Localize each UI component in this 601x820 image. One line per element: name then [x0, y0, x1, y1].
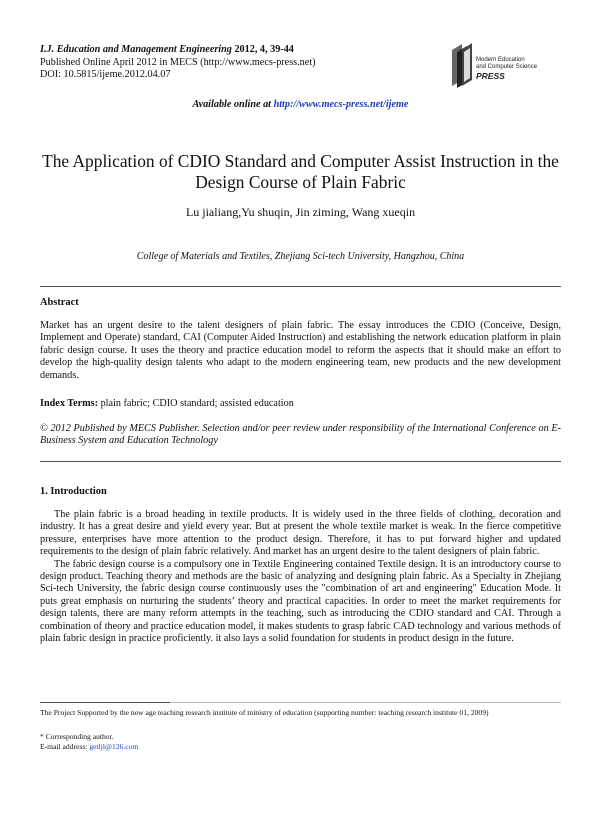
journal-url-link[interactable]: http://www.mecs-press.net/ijeme: [273, 99, 409, 110]
mecs-press-logo: [448, 40, 558, 92]
corresponding-author-note: * Corresponding author.: [40, 732, 114, 741]
logo-line3: PRESS: [476, 70, 505, 81]
published-line: Published Online April 2012 in MECS (http://www.mecs-press.net): [40, 56, 316, 68]
available-prefix: Available online at: [192, 99, 274, 110]
logo-line1: Modern Education: [476, 57, 525, 63]
doi-line: DOI: 10.5815/ijeme.2012.04.07: [40, 69, 171, 80]
available-online: [0, 99, 601, 110]
affiliation: College of Materials and Textiles, Zhejiang Sci-tech University, Hangzhou, China: [136, 251, 465, 262]
index-terms: [40, 398, 561, 410]
index-terms-value: plain fabric; CDIO standard; assisted education: [98, 398, 294, 409]
email-footnote: [40, 742, 561, 752]
footnote-rule-ext: [170, 702, 561, 703]
journal-name: I.J. Education and Management Engineering: [40, 44, 232, 55]
section-heading-introduction: 1. Introduction: [40, 486, 107, 497]
intro-paragraph-2: The fabric design course is a compulsory one in Textile Engineering contained Textile design. It is an introductory course to design product. Teaching theory and methods are the basic of analyzing and designing plain fabric. As a Specialty in Zhejiang Sci-tech University, the fabric design course continuously uses the "combination of art and engineering" Education Mode. It puts great emphasis on nurturing the students’ theory and practical capacities. In order to meet the market requirements for design talents, there are many reform attempts in the teaching, such as introducing the CDIO standard and CAI. Through a combination of theory and practice education model, it makes students to grasp fabric CAD technology and various methods of plain fabric design in practice proficiently. it also lays a solid foundation for students in product design in the future.: [40, 558, 561, 645]
paper-title: The Application of CDIO Standard and Computer Assist Instruction in the Design Course of Plain Fabric: [42, 151, 559, 192]
abstract-heading: Abstract: [40, 297, 79, 308]
logo-line2: and Computer Science: [476, 63, 538, 70]
introduction-body: [40, 509, 561, 645]
project-footnote: The Project Supported by the new age teaching research institute of ministry of education (supporting number: teaching research institute 01, 2009): [40, 708, 489, 717]
email-link[interactable]: getljl@126.com: [89, 742, 139, 751]
index-terms-label: Index Terms:: [40, 398, 99, 409]
abstract-text: Market has an urgent desire to the talent designers of plain fabric. The essay introduces the CDIO (Conceive, Design, Implement and Operate) standard, CAI (Computer Aided Instruction) and establishing the network education platform in plain fabric design course. It uses the theory and practice education model to reform the aspects that it should make an effort to develop the high-quality design talents who adapt to the modern engineering team, new products and the new development demands.: [40, 320, 561, 381]
journal-volume: 2012, 4, 39-44: [231, 44, 294, 55]
intro-paragraph-1: The plain fabric is a broad heading in textile products. It is widely used in the three fields of clothing, decoration and industry. It has a great desire and yield every year. But at present the whole textile market is weak. In the fierce competitive pressure, enterprises have more attention to the product design. Therefore, it has to put forward higher and updated requirements to the design of plain fabric relatively. And market has an urgent desire to the talent designers of plain fabric.: [40, 509, 561, 558]
divider-top: [40, 286, 561, 287]
copyright-notice: © 2012 Published by MECS Publisher. Selection and/or peer review under responsibility of the International Conference on E-Business System and Education Technology: [40, 423, 561, 447]
email-label: E-mail address:: [40, 742, 90, 751]
footnote-rule: [40, 702, 170, 703]
author-list: Lu jialiang,Yu shuqin, Jin ziming, Wang xueqin: [185, 205, 416, 219]
divider-bottom: [40, 461, 561, 462]
journal-header: [40, 44, 316, 82]
